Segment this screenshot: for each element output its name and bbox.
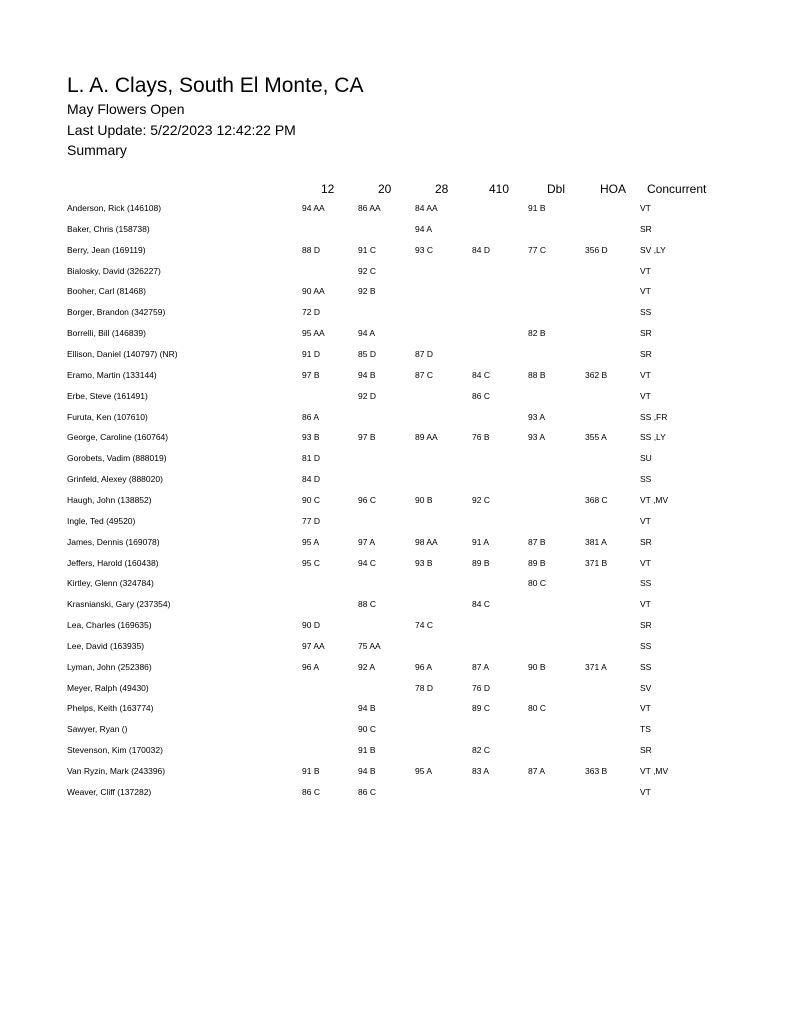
table-row [0, 765, 791, 785]
concurrent-class: SV ,LY [640, 244, 666, 255]
score-20: 91 C [358, 244, 376, 255]
player-name: Jeffers, Harold (160438) [67, 557, 159, 568]
concurrent-class: SS [640, 640, 652, 651]
concurrent-class: SV [640, 682, 652, 693]
table-row [0, 327, 791, 347]
score-20: 92 C [358, 265, 376, 276]
column-header-hoa: HOA [600, 182, 627, 196]
column-header-dbl: Dbl [547, 182, 566, 196]
score-20: 86 C [358, 786, 376, 797]
concurrent-class: VT [640, 557, 651, 568]
concurrent-class: SS [640, 661, 652, 672]
player-name: Booher, Carl (81468) [67, 286, 146, 297]
score-410: 76 B [472, 432, 490, 443]
player-name: Haugh, John (138852) [67, 494, 152, 505]
score-410: 87 A [472, 661, 490, 672]
player-name: Lee, David (163935) [67, 640, 145, 651]
score-28: 90 B [415, 494, 433, 505]
table-row [0, 390, 791, 410]
player-name: Phelps, Keith (163774) [67, 703, 154, 714]
player-name: Meyer, Ralph (49430) [67, 682, 149, 693]
score-28: 98 AA [415, 536, 438, 547]
score-410: 83 A [472, 766, 490, 776]
score-12: 97 AA [302, 640, 325, 651]
player-name: Borger, Brandon (342759) [67, 307, 166, 318]
score-20: 96 C [358, 494, 376, 505]
page-title: L. A. Clays, South El Monte, CA [67, 74, 364, 97]
score-410: 84 C [472, 369, 490, 380]
event-name: May Flowers Open [67, 101, 185, 117]
score-12: 97 B [302, 369, 320, 380]
score-12: 94 AA [302, 203, 325, 213]
column-header-concurrent: Concurrent [647, 182, 707, 196]
score-410: 84 C [472, 599, 490, 610]
concurrent-class: SS [640, 474, 652, 485]
score-dbl: 80 C [528, 703, 546, 714]
table-row [0, 515, 791, 535]
score-hoa: 381 A [585, 536, 607, 547]
player-name: Gorobets, Vadim (888019) [67, 453, 167, 464]
score-12: 95 AA [302, 328, 325, 339]
player-name: Sawyer, Ryan () [67, 724, 128, 735]
player-name: Ellison, Daniel (140797) (NR) [67, 349, 178, 359]
table-row [0, 619, 791, 639]
table-row [0, 202, 791, 222]
score-28: 78 D [415, 682, 433, 693]
score-28: 89 AA [415, 432, 438, 443]
score-dbl: 93 A [528, 432, 546, 443]
column-header-12: 12 [321, 182, 335, 196]
score-12: 81 D [302, 453, 320, 464]
concurrent-class: TS [640, 724, 651, 735]
player-name: Kirtley, Glenn (324784) [67, 578, 154, 589]
score-28: 93 B [415, 557, 433, 568]
player-name: Baker, Chris (158738) [67, 223, 150, 234]
concurrent-class: SR [640, 328, 652, 339]
table-row [0, 223, 791, 243]
score-12: 72 D [302, 307, 320, 318]
table-row [0, 536, 791, 556]
table-row [0, 494, 791, 514]
score-12: 90 C [302, 494, 320, 505]
player-name: Ingle, Ted (49520) [67, 515, 136, 526]
concurrent-class: SR [640, 745, 652, 756]
score-28: 87 C [415, 369, 433, 380]
table-row [0, 265, 791, 285]
score-12: 95 A [302, 536, 320, 547]
summary-label: Summary [67, 142, 127, 158]
table-row [0, 369, 791, 389]
concurrent-class: VT [640, 390, 651, 401]
table-row [0, 285, 791, 305]
score-12: 91 D [302, 349, 320, 359]
score-dbl: 90 B [528, 661, 546, 672]
score-12: 96 A [302, 661, 320, 672]
score-28: 84 AA [415, 203, 438, 213]
score-dbl: 93 A [528, 411, 546, 422]
score-28: 87 D [415, 349, 433, 359]
score-28: 96 A [415, 661, 433, 672]
table-row [0, 744, 791, 764]
score-20: 94 C [358, 557, 376, 568]
score-20: 85 D [358, 349, 376, 359]
table-row [0, 786, 791, 806]
score-dbl: 77 C [528, 244, 546, 255]
score-28: 95 A [415, 766, 433, 776]
player-name: Furuta, Ken (107610) [67, 411, 148, 422]
score-410: 89 C [472, 703, 490, 714]
table-row [0, 244, 791, 264]
concurrent-class: VT ,MV [640, 766, 669, 776]
concurrent-class: SU [640, 453, 652, 464]
player-name: Weaver, Cliff (137282) [67, 786, 152, 797]
score-dbl: 80 C [528, 578, 546, 589]
concurrent-class: VT [640, 286, 651, 297]
score-410: 89 B [472, 557, 490, 568]
table-row [0, 348, 791, 368]
score-20: 94 B [358, 766, 376, 776]
score-dbl: 88 B [528, 369, 546, 380]
score-dbl: 82 B [528, 328, 546, 339]
score-20: 94 B [358, 703, 376, 714]
score-410: 84 D [472, 244, 490, 255]
score-20: 92 A [358, 661, 376, 672]
table-row [0, 557, 791, 577]
concurrent-class: SR [640, 349, 652, 359]
concurrent-class: SS [640, 578, 652, 589]
score-20: 92 D [358, 390, 376, 401]
score-12: 93 B [302, 432, 320, 443]
score-12: 86 C [302, 786, 320, 797]
score-20: 97 B [358, 432, 376, 443]
score-20: 97 A [358, 536, 376, 547]
table-row [0, 723, 791, 743]
table-row [0, 682, 791, 702]
column-header-410: 410 [489, 182, 510, 196]
concurrent-class: VT [640, 369, 651, 380]
table-row [0, 661, 791, 681]
score-12: 88 D [302, 244, 320, 255]
score-12: 84 D [302, 474, 320, 485]
score-20: 88 C [358, 599, 376, 610]
score-dbl: 87 B [528, 536, 546, 547]
player-name: Van Ryzin, Mark (243396) [67, 766, 166, 776]
score-28: 94 A [415, 223, 433, 234]
concurrent-class: SS [640, 307, 652, 318]
concurrent-class: SS ,FR [640, 411, 668, 422]
table-row [0, 411, 791, 431]
score-20: 92 B [358, 286, 376, 297]
table-row [0, 452, 791, 472]
score-410: 82 C [472, 745, 490, 756]
score-410: 91 A [472, 536, 490, 547]
last-update: Last Update: 5/22/2023 12:42:22 PM [67, 122, 296, 138]
player-name: Borrelli, Bill (146839) [67, 328, 146, 339]
concurrent-class: VT ,MV [640, 494, 669, 505]
concurrent-class: VT [640, 515, 651, 526]
score-12: 95 C [302, 557, 320, 568]
score-12: 90 D [302, 620, 320, 630]
player-name: James, Dennis (169078) [67, 536, 160, 547]
table-row [0, 640, 791, 660]
table-row [0, 431, 791, 451]
score-20: 94 A [358, 328, 376, 339]
table-row [0, 598, 791, 618]
score-20: 94 B [358, 369, 376, 380]
player-name: Lea, Charles (169635) [67, 620, 152, 630]
player-name: Krasnianski, Gary (237354) [67, 599, 171, 610]
concurrent-class: VT [640, 599, 651, 610]
concurrent-class: SR [640, 223, 652, 234]
player-name: Stevenson, Kim (170032) [67, 745, 163, 756]
score-hoa: 355 A [585, 432, 607, 443]
concurrent-class: SR [640, 620, 652, 630]
score-28: 93 C [415, 244, 433, 255]
column-header-20: 20 [378, 182, 392, 196]
score-410: 76 D [472, 682, 490, 693]
table-row [0, 577, 791, 597]
score-28: 74 C [415, 620, 433, 630]
score-12: 90 AA [302, 286, 325, 297]
score-20: 86 AA [358, 203, 381, 213]
score-dbl: 89 B [528, 557, 546, 568]
table-row [0, 702, 791, 722]
concurrent-class: VT [640, 703, 651, 714]
score-hoa: 363 B [585, 766, 608, 776]
player-name: George, Caroline (160764) [67, 432, 169, 443]
player-name: Grinfeld, Alexey (888020) [67, 474, 163, 485]
player-name: Anderson, Rick (146108) [67, 203, 162, 213]
concurrent-class: SR [640, 536, 652, 547]
table-row [0, 306, 791, 326]
score-410: 92 C [472, 494, 490, 505]
score-hoa: 371 B [585, 557, 608, 568]
player-name: Eramo, Martin (133144) [67, 369, 157, 380]
score-hoa: 362 B [585, 369, 608, 380]
score-dbl: 91 B [528, 203, 546, 213]
score-hoa: 356 D [585, 244, 608, 255]
score-12: 86 A [302, 411, 320, 422]
player-name: Bialosky, David (326227) [67, 265, 161, 276]
score-410: 86 C [472, 390, 490, 401]
score-20: 75 AA [358, 640, 381, 651]
score-20: 91 B [358, 745, 376, 756]
player-name: Berry, Jean (169119) [67, 244, 146, 255]
concurrent-class: VT [640, 203, 651, 213]
concurrent-class: VT [640, 265, 651, 276]
score-20: 90 C [358, 724, 376, 735]
score-12: 91 B [302, 766, 320, 776]
score-12: 77 D [302, 515, 320, 526]
player-name: Lyman, John (252386) [67, 661, 152, 672]
concurrent-class: SS ,LY [640, 432, 666, 443]
player-name: Erbe, Steve (161491) [67, 390, 148, 401]
concurrent-class: VT [640, 786, 651, 797]
score-hoa: 371 A [585, 661, 607, 672]
score-dbl: 87 A [528, 766, 546, 776]
score-hoa: 368 C [585, 494, 608, 505]
column-header-28: 28 [435, 182, 449, 196]
table-row [0, 473, 791, 493]
